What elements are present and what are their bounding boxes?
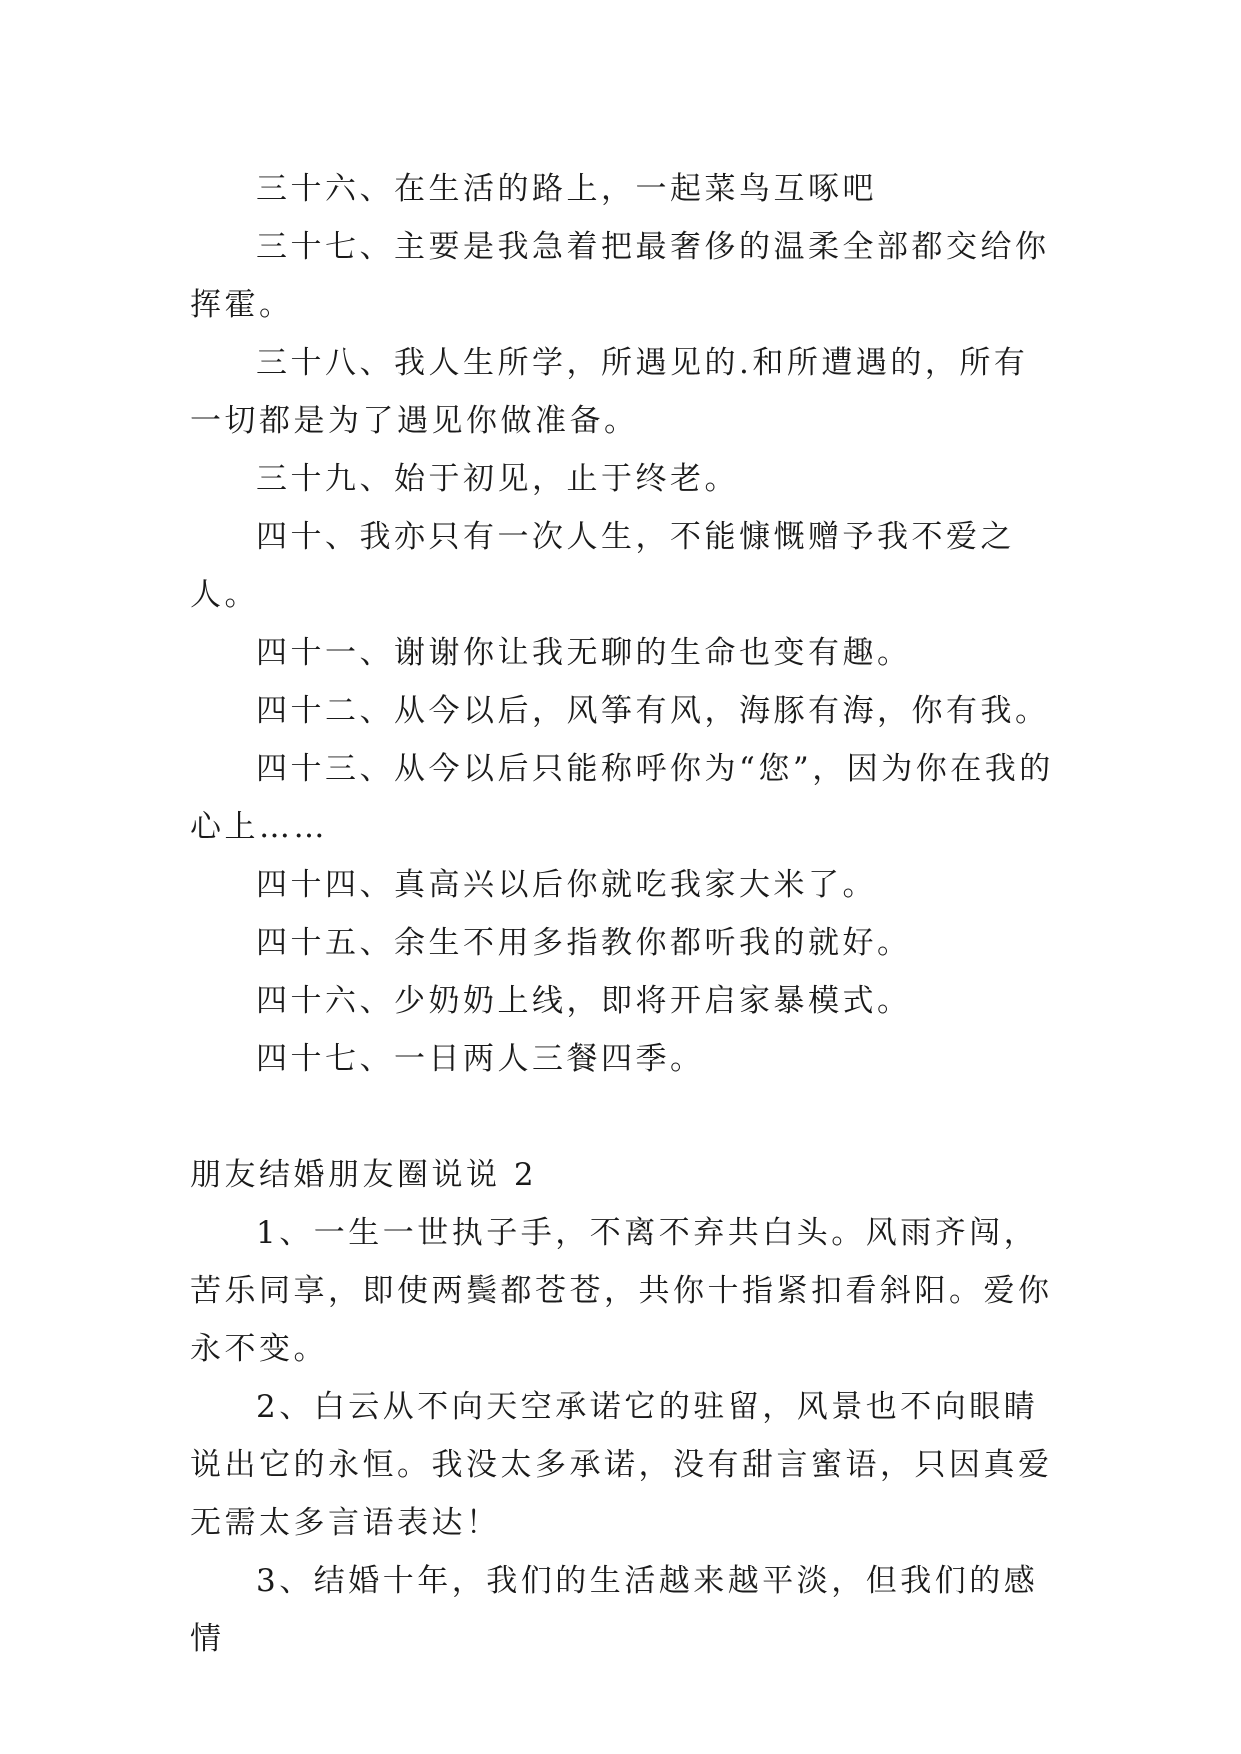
paragraph-43: 四十三、从今以后只能称呼你为“您”，因为你在我的心上…… xyxy=(190,751,1054,845)
section-spacer xyxy=(190,1088,1060,1146)
paragraph-36: 三十六、在生活的路上，一起菜鸟互啄吧 xyxy=(256,171,877,207)
paragraph-47: 四十七、一日两人三餐四季。 xyxy=(256,1041,705,1077)
paragraph-item-2: 2、白云从不向天空承诺它的驻留，风景也不向眼睛说出它的永恒。我没太多承诺，没有甜言蜜语，只因真爱无需太多言语表达！ xyxy=(190,1389,1053,1541)
paragraph-item-1: 1、一生一世执子手，不离不弃共白头。风雨齐闯，苦乐同享，即使两鬓都苍苍，共你十指紧扣看斜阳。爱你永不变。 xyxy=(190,1215,1053,1367)
paragraph-41: 四十一、谢谢你让我无聊的生命也变有趣。 xyxy=(256,635,912,671)
paragraph-45: 四十五、余生不用多指教你都听我的就好。 xyxy=(256,925,912,961)
paragraph-38: 三十八、我人生所学，所遇见的.和所遭遇的，所有一切都是为了遇见你做准备。 xyxy=(190,345,1029,439)
paragraph-39: 三十九、始于初见，止于终老。 xyxy=(256,461,739,497)
paragraph-item-3: 3、结婚十年，我们的生活越来越平淡，但我们的感情 xyxy=(190,1563,1039,1657)
paragraph-40: 四十、我亦只有一次人生，不能慷慨赠予我不爱之人。 xyxy=(190,519,1015,613)
paragraph-44: 四十四、真高兴以后你就吃我家大米了。 xyxy=(256,867,877,903)
paragraph-42: 四十二、从今以后，风筝有风，海豚有海，你有我。 xyxy=(256,693,1050,729)
paragraph-37: 三十七、主要是我急着把最奢侈的温柔全部都交给你挥霍。 xyxy=(190,229,1050,323)
paragraph-46: 四十六、少奶奶上线，即将开启家暴模式。 xyxy=(256,983,912,1019)
section-heading: 朋友结婚朋友圈说说 2 xyxy=(190,1157,538,1193)
document-body xyxy=(190,160,1060,1668)
